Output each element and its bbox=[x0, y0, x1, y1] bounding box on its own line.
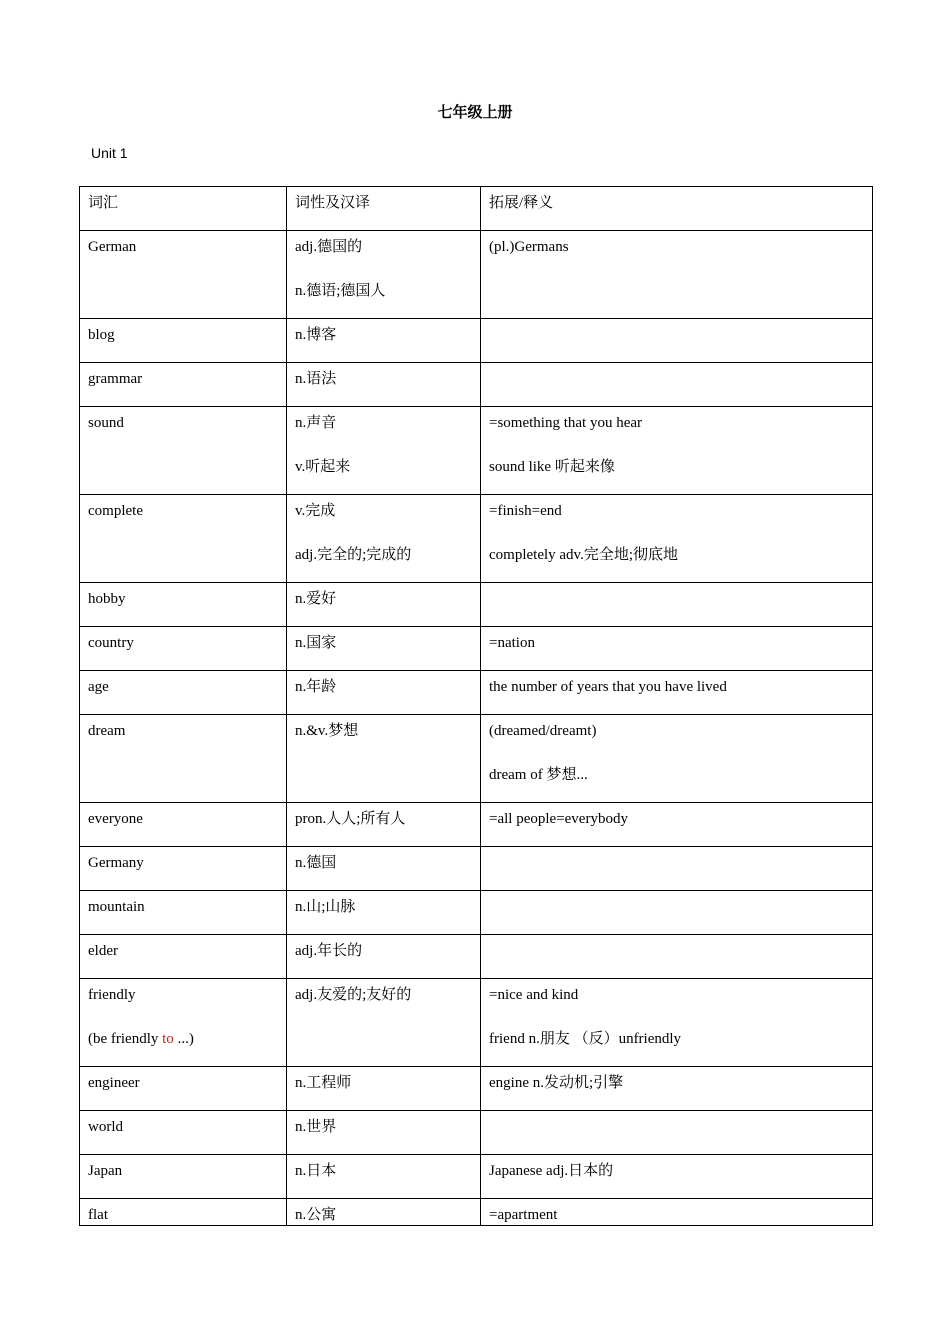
table-row bbox=[80, 231, 873, 319]
word-text: country bbox=[88, 635, 134, 651]
word-cell bbox=[80, 979, 287, 1067]
word-cell bbox=[80, 407, 287, 495]
extension-cell bbox=[481, 495, 873, 583]
extension-text: friend n.朋友 （反）unfriendly bbox=[489, 1031, 682, 1047]
extension-text: engine n.发动机;引擎 bbox=[489, 1075, 624, 1091]
extension-cell bbox=[481, 803, 873, 847]
word-cell bbox=[80, 1067, 287, 1111]
meaning-text: n.国家 bbox=[295, 635, 337, 651]
table-row bbox=[80, 319, 873, 363]
header-word-label: 词汇 bbox=[88, 195, 119, 211]
extension-text: Japanese adj.日本的 bbox=[489, 1163, 614, 1179]
table-row bbox=[80, 979, 873, 1067]
table-row bbox=[80, 1155, 873, 1199]
extension-text: =all people=everybody bbox=[489, 811, 628, 827]
meaning-text: n.德国 bbox=[295, 855, 337, 871]
meaning-text: n.&v.梦想 bbox=[295, 723, 359, 739]
extension-text: (pl.)Germans bbox=[489, 239, 569, 255]
extension-text: dream of 梦想... bbox=[489, 767, 588, 783]
word-text: friendly bbox=[88, 987, 136, 1003]
table-row bbox=[80, 1067, 873, 1111]
page-title: 七年级上册 bbox=[437, 105, 513, 121]
meaning-text: n.世界 bbox=[295, 1119, 337, 1135]
word-text: hobby bbox=[88, 591, 126, 607]
meaning-text: v.听起来 bbox=[295, 459, 351, 475]
table-row bbox=[80, 627, 873, 671]
header-cell-meaning bbox=[287, 187, 481, 231]
meaning-text: n.工程师 bbox=[295, 1075, 352, 1091]
table-row bbox=[80, 1111, 873, 1155]
word-text: German bbox=[88, 239, 137, 255]
table-header-row bbox=[80, 187, 873, 231]
meaning-cell bbox=[287, 1155, 481, 1199]
word-text: blog bbox=[88, 327, 115, 343]
meaning-cell bbox=[287, 847, 481, 891]
extension-cell bbox=[481, 1111, 873, 1155]
table-row bbox=[80, 935, 873, 979]
header-meaning-label: 词性及汉译 bbox=[295, 195, 371, 211]
extension-cell bbox=[481, 1067, 873, 1111]
extension-text: completely adv.完全地;彻底地 bbox=[489, 547, 678, 563]
meaning-cell bbox=[287, 671, 481, 715]
word-cell bbox=[80, 935, 287, 979]
header-cell-extension bbox=[481, 187, 873, 231]
meaning-text: n.博客 bbox=[295, 327, 337, 343]
word-text: dream bbox=[88, 723, 126, 739]
word-text: complete bbox=[88, 503, 143, 519]
extension-cell bbox=[481, 627, 873, 671]
table-row bbox=[80, 583, 873, 627]
extension-cell bbox=[481, 1155, 873, 1199]
word-cell bbox=[80, 1199, 287, 1226]
word-text: Germany bbox=[88, 855, 144, 871]
meaning-text: v.完成 bbox=[295, 503, 336, 519]
extension-text: =something that you hear bbox=[489, 415, 643, 431]
meaning-text: n.声音 bbox=[295, 415, 337, 431]
header-extension-label: 拓展/释义 bbox=[489, 195, 554, 211]
meaning-text: adj.友爱的;友好的 bbox=[295, 987, 412, 1003]
meaning-text: n.爱好 bbox=[295, 591, 337, 607]
table-row bbox=[80, 363, 873, 407]
meaning-cell bbox=[287, 363, 481, 407]
extension-cell bbox=[481, 583, 873, 627]
extension-cell bbox=[481, 847, 873, 891]
meaning-cell bbox=[287, 1199, 481, 1226]
word-text: sound bbox=[88, 415, 124, 431]
meaning-cell bbox=[287, 319, 481, 363]
meaning-cell bbox=[287, 803, 481, 847]
word-cell bbox=[80, 231, 287, 319]
meaning-cell bbox=[287, 627, 481, 671]
extension-text: =apartment bbox=[489, 1207, 558, 1223]
word-text: mountain bbox=[88, 899, 145, 915]
meaning-cell bbox=[287, 715, 481, 803]
word-text: elder bbox=[88, 943, 118, 959]
meaning-cell bbox=[287, 1067, 481, 1111]
table-row bbox=[80, 407, 873, 495]
extension-cell bbox=[481, 319, 873, 363]
header-cell-word bbox=[80, 187, 287, 231]
word-cell bbox=[80, 1155, 287, 1199]
word-text: engineer bbox=[88, 1075, 140, 1091]
meaning-text: n.德语;德国人 bbox=[295, 283, 386, 299]
word-text: world bbox=[88, 1119, 123, 1135]
extension-cell bbox=[481, 715, 873, 803]
word-cell bbox=[80, 627, 287, 671]
word-cell bbox=[80, 803, 287, 847]
phrase-text: (be friendly bbox=[88, 1031, 163, 1047]
extension-text: sound like 听起来像 bbox=[489, 459, 615, 475]
phrase-highlight: to bbox=[162, 1031, 174, 1047]
meaning-text: pron.人人;所有人 bbox=[295, 811, 406, 827]
table-row bbox=[80, 715, 873, 803]
word-text: grammar bbox=[88, 371, 143, 387]
word-text: flat bbox=[88, 1207, 108, 1223]
table-row bbox=[80, 803, 873, 847]
word-cell bbox=[80, 671, 287, 715]
meaning-text: n.日本 bbox=[295, 1163, 337, 1179]
word-cell bbox=[80, 319, 287, 363]
word-cell bbox=[80, 1111, 287, 1155]
extension-text: =nice and kind bbox=[489, 987, 579, 1003]
meaning-cell bbox=[287, 231, 481, 319]
vocabulary-table bbox=[79, 186, 873, 1226]
extension-cell bbox=[481, 935, 873, 979]
meaning-cell bbox=[287, 891, 481, 935]
table-row bbox=[80, 891, 873, 935]
extension-cell bbox=[481, 231, 873, 319]
extension-text: =nation bbox=[489, 635, 535, 651]
meaning-cell bbox=[287, 979, 481, 1067]
word-text: age bbox=[88, 679, 109, 695]
meaning-text: n.山;山脉 bbox=[295, 899, 356, 915]
extension-cell bbox=[481, 363, 873, 407]
extension-cell bbox=[481, 1199, 873, 1226]
vocabulary-table-body bbox=[80, 187, 873, 1226]
word-cell bbox=[80, 363, 287, 407]
word-text: everyone bbox=[88, 811, 143, 827]
table-row bbox=[80, 671, 873, 715]
word-text: Japan bbox=[88, 1163, 123, 1179]
table-row bbox=[80, 1199, 873, 1226]
meaning-text: n.语法 bbox=[295, 371, 337, 387]
table-row bbox=[80, 847, 873, 891]
word-cell bbox=[80, 715, 287, 803]
word-phrase bbox=[88, 1029, 278, 1049]
meaning-text: adj.完全的;完成的 bbox=[295, 547, 412, 563]
extension-text: (dreamed/dreamt) bbox=[489, 723, 597, 739]
meaning-cell bbox=[287, 407, 481, 495]
extension-cell bbox=[481, 891, 873, 935]
meaning-cell bbox=[287, 495, 481, 583]
extension-cell bbox=[481, 671, 873, 715]
word-cell bbox=[80, 847, 287, 891]
extension-cell bbox=[481, 407, 873, 495]
meaning-cell bbox=[287, 1111, 481, 1155]
table-row bbox=[80, 495, 873, 583]
meaning-text: n.年龄 bbox=[295, 679, 337, 695]
meaning-text: adj.德国的 bbox=[295, 239, 363, 255]
word-cell bbox=[80, 495, 287, 583]
word-cell bbox=[80, 583, 287, 627]
meaning-cell bbox=[287, 583, 481, 627]
meaning-text: n.公寓 bbox=[295, 1207, 337, 1223]
extension-text: =finish=end bbox=[489, 503, 562, 519]
meaning-text: adj.年长的 bbox=[295, 943, 363, 959]
unit-heading: Unit 1 bbox=[91, 145, 128, 161]
extension-text: the number of years that you have lived bbox=[489, 679, 727, 695]
word-cell bbox=[80, 891, 287, 935]
extension-cell bbox=[481, 979, 873, 1067]
meaning-cell bbox=[287, 935, 481, 979]
phrase-text: ...) bbox=[173, 1031, 194, 1047]
